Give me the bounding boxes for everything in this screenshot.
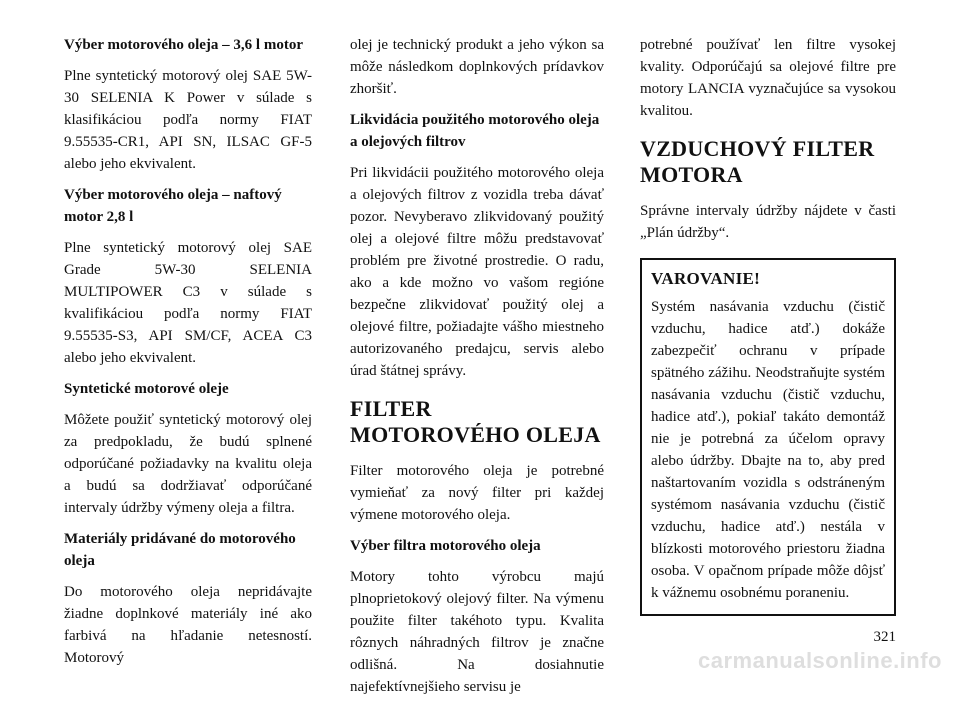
warning-title: VAROVANIE! bbox=[651, 269, 761, 288]
heading-oil-additives: Materiály pridávané do motorového oleja bbox=[64, 531, 296, 569]
heading-oil-selection-36: Výber motorového oleja – 3,6 l motor bbox=[64, 37, 303, 53]
paragraph: Motory tohto výrobcu majú plnoprietokový olejový filter. Na výmenu použite filter takéhoto typu. Kvalita rôznych náhradných filtrov je značne odlišná. Na dosiahnutie najefektívnejšieho servisu je bbox=[350, 569, 604, 695]
paragraph: Filter motorového oleja je potrebné vymieňať za nový filter pri každej výmene motorového oleja. bbox=[350, 463, 604, 523]
heading-oil-selection-diesel: Výber motorového oleja – naftový motor 2,8 l bbox=[64, 187, 282, 225]
paragraph: Pri likvidácii použitého motorového oleja a olejových filtrov z vozidla treba dávať pozor. Nevyberavo zlikvidovaný použitý olej a olejové filtre môžu predstavovať problém pre životné prostredie. O radu, ako a kde možno vo vašom regióne bezpečne zlikvidovať použitý olej a olejové filtre, požiadajte vášho miestneho autorizovaného predajcu, servis alebo úrad štátnej správy. bbox=[350, 165, 604, 379]
section-title-oil-filter: FILTER MOTOROVÉHO OLEJA bbox=[350, 396, 601, 447]
section-title-air-filter: VZDUCHOVÝ FILTER MOTORA bbox=[640, 136, 875, 187]
column-left bbox=[64, 34, 312, 678]
paragraph: Do motorového oleja nepridávajte žiadne doplnkové materiály iné ako farbivá na hľadanie netesností. Motorový bbox=[64, 584, 312, 666]
paragraph: olej je technický produkt a jeho výkon sa môže následkom doplnkových prídavkov zhoršiť. bbox=[350, 37, 604, 97]
paragraph: Plne syntetický motorový olej SAE Grade 5W-30 SELENIA MULTIPOWER C3 v súlade s kvalifikáciou podľa normy FIAT 9.55535-S3, API SM/CF, ACEA C3 alebo jeho ekvivalent. bbox=[64, 240, 312, 366]
warning-box bbox=[640, 258, 896, 616]
paragraph: Môžete použiť syntetický motorový olej za predpokladu, že budú splnené odporúčané požiadavky na kvalitu oleja a budú sa dodržiavať odporúčané intervaly údržby výmeny oleja a filtra. bbox=[64, 412, 312, 516]
column-right bbox=[640, 34, 896, 616]
column-middle bbox=[350, 34, 604, 707]
paragraph: potrebné používať len filtre vysokej kvality. Odporúčajú sa olejové filtre pre motory LANCIA vyznačujúce sa vysokou kvalitou. bbox=[640, 37, 896, 119]
paragraph: Plne syntetický motorový olej SAE 5W-30 SELENIA K Power v súlade s klasifikáciou podľa normy FIAT 9.55535-CR1, API SN, ILSAC GF-5 alebo jeho ekvivalent. bbox=[64, 68, 312, 172]
heading-oil-filter-selection: Výber filtra motorového oleja bbox=[350, 538, 541, 554]
heading-oil-disposal: Likvidácia použitého motorového oleja a olejových filtrov bbox=[350, 112, 600, 150]
watermark: carmanualsonline.info bbox=[698, 648, 942, 673]
heading-synthetic-oils: Syntetické motorové oleje bbox=[64, 381, 229, 397]
paragraph: Správne intervaly údržby nájdete v časti „Plán údržby“. bbox=[640, 203, 896, 241]
warning-text: Systém nasávania vzduchu (čistič vzduchu, hadice atď.) dokáže zabezpečiť ochranu v prípade spätného zážihu. Neodstraňujte systém nasávania vzduchu (čistič vzduchu, hadice atď.), pokiaľ takáto demontáž nie je potrebná za účelom opravy alebo údržby. Dbajte na to, aby pred naštartovaním vozidla s odstráneným systémom nasávania vzduchu (čistič vzduchu, hadice atď.) nestála v blízkosti motorového priestoru žiadna osoba. V opačnom prípade môže dôjsť k vážnemu osobnému poraneniu. bbox=[651, 299, 885, 601]
page-number: 321 bbox=[873, 629, 896, 645]
